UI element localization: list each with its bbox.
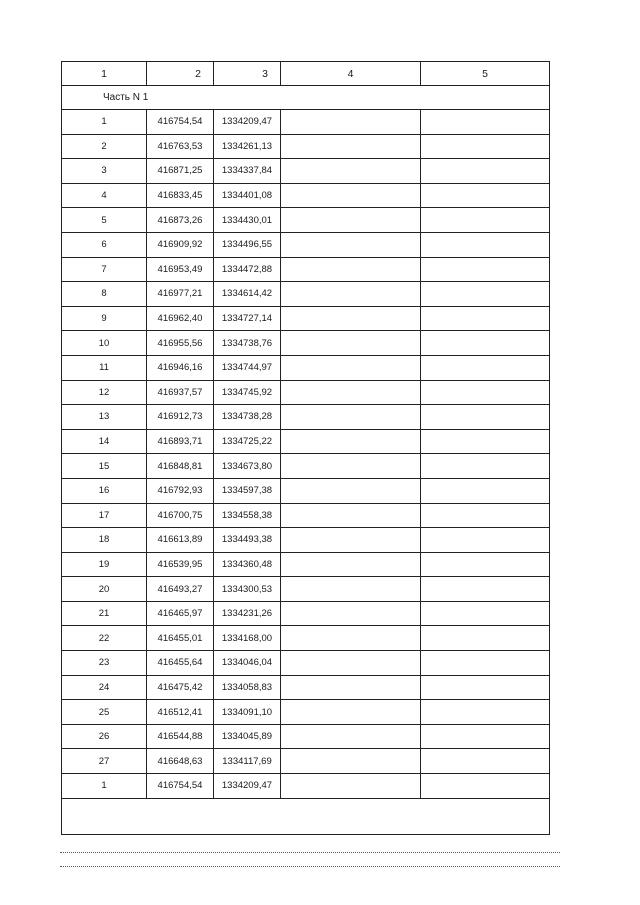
y-coordinate-cell: 1334493,38 (214, 528, 281, 553)
empty-cell (421, 232, 550, 257)
empty-cell (281, 724, 421, 749)
x-coordinate-cell: 416912,73 (147, 405, 214, 430)
point-number-cell: 18 (62, 528, 147, 553)
column-header-2: 2 (147, 62, 214, 86)
point-number-cell: 27 (62, 749, 147, 774)
table-row (62, 208, 550, 233)
table-row (62, 380, 550, 405)
empty-cell (281, 651, 421, 676)
x-coordinate-cell: 416754,54 (147, 774, 214, 799)
point-number-cell: 13 (62, 405, 147, 430)
empty-cell (281, 282, 421, 307)
coordinates-table-body (62, 62, 550, 835)
empty-cell (281, 454, 421, 479)
y-coordinate-cell: 1334738,76 (214, 331, 281, 356)
column-header-3: 3 (214, 62, 281, 86)
empty-cell (421, 355, 550, 380)
blank-row (62, 798, 550, 834)
y-coordinate-cell: 1334744,97 (214, 355, 281, 380)
empty-cell (281, 380, 421, 405)
point-number-cell: 20 (62, 577, 147, 602)
table-row (62, 651, 550, 676)
table-row (62, 355, 550, 380)
empty-cell (421, 380, 550, 405)
section-title: Часть N 1 (62, 86, 550, 110)
x-coordinate-cell: 416833,45 (147, 183, 214, 208)
x-coordinate-cell: 416953,49 (147, 257, 214, 282)
table-row (62, 134, 550, 159)
column-header-5: 5 (421, 62, 550, 86)
point-number-cell: 15 (62, 454, 147, 479)
empty-cell (421, 110, 550, 135)
table-row (62, 159, 550, 184)
point-number-cell: 6 (62, 232, 147, 257)
empty-cell (281, 577, 421, 602)
point-number-cell: 17 (62, 503, 147, 528)
column-header-1: 1 (62, 62, 147, 86)
empty-cell (421, 774, 550, 799)
empty-cell (421, 134, 550, 159)
x-coordinate-cell: 416455,64 (147, 651, 214, 676)
table-row (62, 306, 550, 331)
y-coordinate-cell: 1334231,26 (214, 601, 281, 626)
empty-cell (281, 257, 421, 282)
empty-cell (421, 159, 550, 184)
table-row (62, 749, 550, 774)
empty-cell (281, 626, 421, 651)
point-number-cell: 3 (62, 159, 147, 184)
x-coordinate-cell: 416792,93 (147, 478, 214, 503)
table-row (62, 774, 550, 799)
empty-cell (281, 552, 421, 577)
table-row (62, 601, 550, 626)
table-row (62, 257, 550, 282)
x-coordinate-cell: 416512,41 (147, 700, 214, 725)
point-number-cell: 1 (62, 110, 147, 135)
empty-cell (421, 183, 550, 208)
coordinates-table (61, 61, 550, 835)
table-row (62, 331, 550, 356)
point-number-cell: 21 (62, 601, 147, 626)
x-coordinate-cell: 416955,56 (147, 331, 214, 356)
point-number-cell: 26 (62, 724, 147, 749)
y-coordinate-cell: 1334401,08 (214, 183, 281, 208)
section-row (62, 86, 550, 110)
point-number-cell: 9 (62, 306, 147, 331)
y-coordinate-cell: 1334614,42 (214, 282, 281, 307)
point-number-cell: 19 (62, 552, 147, 577)
empty-cell (421, 577, 550, 602)
y-coordinate-cell: 1334300,53 (214, 577, 281, 602)
empty-cell (281, 601, 421, 626)
point-number-cell: 14 (62, 429, 147, 454)
point-number-cell: 25 (62, 700, 147, 725)
empty-cell (421, 552, 550, 577)
empty-cell (421, 724, 550, 749)
x-coordinate-cell: 416763,53 (147, 134, 214, 159)
x-coordinate-cell: 416455,01 (147, 626, 214, 651)
dotted-separator-line (60, 852, 560, 853)
table-row (62, 700, 550, 725)
empty-cell (281, 700, 421, 725)
y-coordinate-cell: 1334673,80 (214, 454, 281, 479)
x-coordinate-cell: 416493,27 (147, 577, 214, 602)
x-coordinate-cell: 416544,88 (147, 724, 214, 749)
empty-cell (281, 331, 421, 356)
x-coordinate-cell: 416700,75 (147, 503, 214, 528)
x-coordinate-cell: 416539,95 (147, 552, 214, 577)
table-row (62, 528, 550, 553)
empty-cell (421, 700, 550, 725)
empty-cell (421, 282, 550, 307)
empty-cell (281, 232, 421, 257)
x-coordinate-cell: 416648,63 (147, 749, 214, 774)
x-coordinate-cell: 416946,16 (147, 355, 214, 380)
point-number-cell: 12 (62, 380, 147, 405)
x-coordinate-cell: 416848,81 (147, 454, 214, 479)
y-coordinate-cell: 1334209,47 (214, 774, 281, 799)
point-number-cell: 11 (62, 355, 147, 380)
empty-cell (281, 183, 421, 208)
empty-cell (62, 798, 550, 834)
table-row (62, 110, 550, 135)
y-coordinate-cell: 1334727,14 (214, 306, 281, 331)
table-row (62, 232, 550, 257)
table-row (62, 282, 550, 307)
empty-cell (421, 208, 550, 233)
y-coordinate-cell: 1334597,38 (214, 478, 281, 503)
x-coordinate-cell: 416937,57 (147, 380, 214, 405)
empty-cell (421, 749, 550, 774)
y-coordinate-cell: 1334209,47 (214, 110, 281, 135)
y-coordinate-cell: 1334046,04 (214, 651, 281, 676)
point-number-cell: 16 (62, 478, 147, 503)
empty-cell (281, 749, 421, 774)
y-coordinate-cell: 1334472,88 (214, 257, 281, 282)
point-number-cell: 22 (62, 626, 147, 651)
column-header-4: 4 (281, 62, 421, 86)
empty-cell (281, 355, 421, 380)
table-row (62, 478, 550, 503)
x-coordinate-cell: 416613,89 (147, 528, 214, 553)
table-row (62, 183, 550, 208)
point-number-cell: 2 (62, 134, 147, 159)
x-coordinate-cell: 416754,54 (147, 110, 214, 135)
y-coordinate-cell: 1334738,28 (214, 405, 281, 430)
point-number-cell: 1 (62, 774, 147, 799)
empty-cell (421, 626, 550, 651)
point-number-cell: 23 (62, 651, 147, 676)
table-row (62, 675, 550, 700)
y-coordinate-cell: 1334496,55 (214, 232, 281, 257)
empty-cell (421, 528, 550, 553)
y-coordinate-cell: 1334045,89 (214, 724, 281, 749)
table-row (62, 405, 550, 430)
empty-cell (421, 331, 550, 356)
y-coordinate-cell: 1334117,69 (214, 749, 281, 774)
x-coordinate-cell: 416962,40 (147, 306, 214, 331)
y-coordinate-cell: 1334725,22 (214, 429, 281, 454)
empty-cell (421, 306, 550, 331)
empty-cell (421, 478, 550, 503)
x-coordinate-cell: 416909,92 (147, 232, 214, 257)
y-coordinate-cell: 1334091,10 (214, 700, 281, 725)
empty-cell (281, 159, 421, 184)
point-number-cell: 7 (62, 257, 147, 282)
x-coordinate-cell: 416893,71 (147, 429, 214, 454)
y-coordinate-cell: 1334745,92 (214, 380, 281, 405)
table-row (62, 724, 550, 749)
empty-cell (281, 306, 421, 331)
table-row (62, 577, 550, 602)
x-coordinate-cell: 416977,21 (147, 282, 214, 307)
empty-cell (421, 503, 550, 528)
empty-cell (421, 601, 550, 626)
x-coordinate-cell: 416873,26 (147, 208, 214, 233)
empty-cell (281, 774, 421, 799)
y-coordinate-cell: 1334337,84 (214, 159, 281, 184)
point-number-cell: 10 (62, 331, 147, 356)
empty-cell (421, 429, 550, 454)
y-coordinate-cell: 1334168,00 (214, 626, 281, 651)
y-coordinate-cell: 1334261,13 (214, 134, 281, 159)
point-number-cell: 5 (62, 208, 147, 233)
x-coordinate-cell: 416475,42 (147, 675, 214, 700)
empty-cell (281, 503, 421, 528)
empty-cell (421, 454, 550, 479)
empty-cell (421, 675, 550, 700)
empty-cell (281, 208, 421, 233)
x-coordinate-cell: 416465,97 (147, 601, 214, 626)
empty-cell (421, 651, 550, 676)
header-row (62, 62, 550, 86)
y-coordinate-cell: 1334558,38 (214, 503, 281, 528)
empty-cell (281, 675, 421, 700)
empty-cell (281, 528, 421, 553)
y-coordinate-cell: 1334430,01 (214, 208, 281, 233)
empty-cell (421, 257, 550, 282)
table-row (62, 552, 550, 577)
point-number-cell: 4 (62, 183, 147, 208)
table-row (62, 626, 550, 651)
point-number-cell: 24 (62, 675, 147, 700)
table-row (62, 454, 550, 479)
y-coordinate-cell: 1334360,48 (214, 552, 281, 577)
x-coordinate-cell: 416871,25 (147, 159, 214, 184)
empty-cell (281, 405, 421, 430)
empty-cell (281, 110, 421, 135)
table-row (62, 429, 550, 454)
y-coordinate-cell: 1334058,83 (214, 675, 281, 700)
point-number-cell: 8 (62, 282, 147, 307)
empty-cell (281, 478, 421, 503)
empty-cell (281, 134, 421, 159)
dotted-separator-line (60, 866, 560, 867)
table-row (62, 503, 550, 528)
empty-cell (421, 405, 550, 430)
empty-cell (281, 429, 421, 454)
